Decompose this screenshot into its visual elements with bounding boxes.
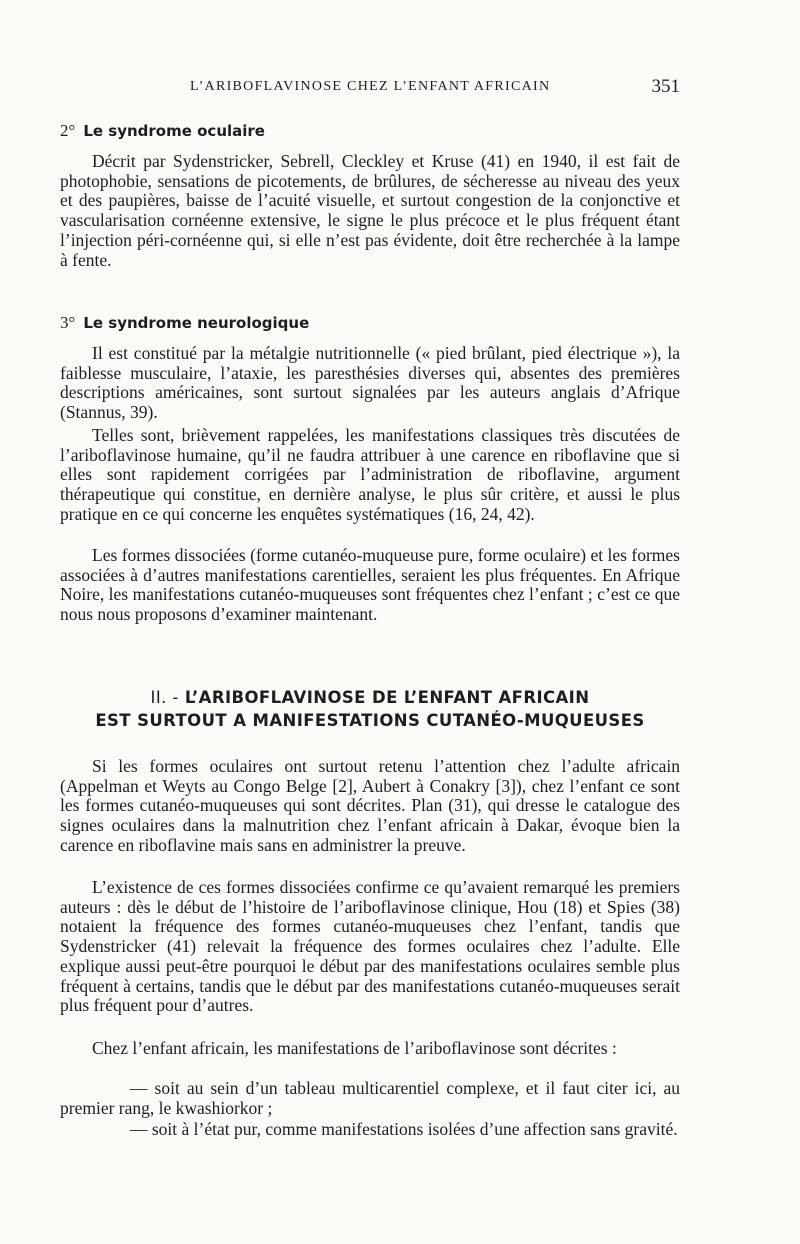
part-2-title-line-2: EST SURTOUT A MANIFESTATIONS CUTANÉO-MUQUEUSES [95, 711, 645, 730]
section-3-number: 3° [60, 313, 76, 332]
section-3-heading [60, 313, 309, 333]
part-2-paragraph-2: L’existence de ces formes dissociées confirme ce qu’avaient remarqué les premiers auteurs : dès le début de l’histoire de l’ariboflavinose clinique, Hou (18) et Spies (38) notaient la fréquence des formes cutanéo-muqueuses chez l’enfant, tandis que Sydenstricker (41) relevait la fréquence des formes oculaires chez l’adulte. Elle explique aussi peut-être pourquoi le début par des manifestations oculaires semble plus fréquent à certains, tandis que le début par des manifestations cutanéo-muqueuses serait plus fréquent pour d’autres. [60, 877, 680, 1016]
part-2-paragraph-1: Si les formes oculaires ont surtout retenu l’attention chez l’adulte africain (Appelman et Weyts au Congo Belge [2], Aubert à Conakry [3]), chez l’enfant ce sont les formes cutanéo-muqueuses qui sont décrites. Plan (31), qui dresse le catalogue des signes oculaires dans la malnutrition chez l’enfant africain à Dakar, évoque bien la carence en riboflavine mais sans en administrer la preuve. [60, 756, 680, 855]
section-3-paragraph-1: Il est constitué par la métalgie nutritionnelle (« pied brûlant, pied électrique »), la faiblesse musculaire, l’ataxie, les paresthésies diverses qui, absentes des premières descriptions américaines, sont surtout signalées par les auteurs anglais d’Afrique (Stannus, 39). [60, 343, 680, 423]
running-title: L’ARIBOFLAVINOSE CHEZ L’ENFANT AFRICAIN [190, 79, 551, 94]
section-2-heading [60, 121, 265, 141]
part-2-heading-line-1 [60, 686, 680, 709]
part-2-heading [60, 686, 680, 732]
section-2-number: 2° [60, 121, 76, 140]
list-item-2: — soit à l’état pur, comme manifestations isolées d’une affection sans gravité. [130, 1119, 678, 1139]
list-item-1: — soit au sein d’un tableau multicarentiel complexe, et il faut citer ici, au premier rang, le kwashiorkor ; [60, 1078, 680, 1118]
part-2-paragraph-3: Chez l’enfant africain, les manifestations de l’ariboflavinose sont décrites : [92, 1038, 617, 1058]
running-header [60, 76, 680, 101]
section-2-title: Le syndrome oculaire [83, 122, 265, 140]
section-3-paragraph-2: Telles sont, brièvement rappelées, les manifestations classiques très discutées de l’ariboflavinose humaine, qu’il ne faudra attribuer à une carence en riboflavine que si elles sont rapidement corrigées par l’administration de riboflavine, argument thérapeutique qui constitue, en dernière analyse, le plus sûr critère, et aussi le plus pratique en ce qui concerne les enquêtes systématiques (16, 24, 42). [60, 425, 680, 524]
part-2-number: II. - [150, 688, 179, 707]
section-3-title: Le syndrome neurologique [83, 314, 310, 332]
part-2-title-line-1: L’ARIBOFLAVINOSE DE L’ENFANT AFRICAIN [184, 688, 590, 707]
section-3-paragraph-3: Les formes dissociées (forme cutanéo-muqueuse pure, forme oculaire) et les formes associées à d’autres manifestations carentielles, seraient les plus fréquentes. En Afrique Noire, les manifestations cutanéo-muqueuses sont fréquentes chez l’enfant ; c’est ce que nous nous proposons d’examiner maintenant. [60, 545, 680, 625]
page-number: 351 [651, 76, 680, 97]
section-2-paragraph: Décrit par Sydenstricker, Sebrell, Cleckley et Kruse (41) en 1940, il est fait de photophobie, sensations de picotements, de brûlures, de sécheresse au niveau des yeux et des paupières, baisse de l’acuité visuelle, et surtout congestion de la conjonctive et vascularisation cornéenne extensive, le signe le plus précoce et le plus fréquent étant l’injection péri-cornéenne qui, si elle n’est pas évidente, doit être recherchée à la lampe à fente. [60, 151, 680, 270]
